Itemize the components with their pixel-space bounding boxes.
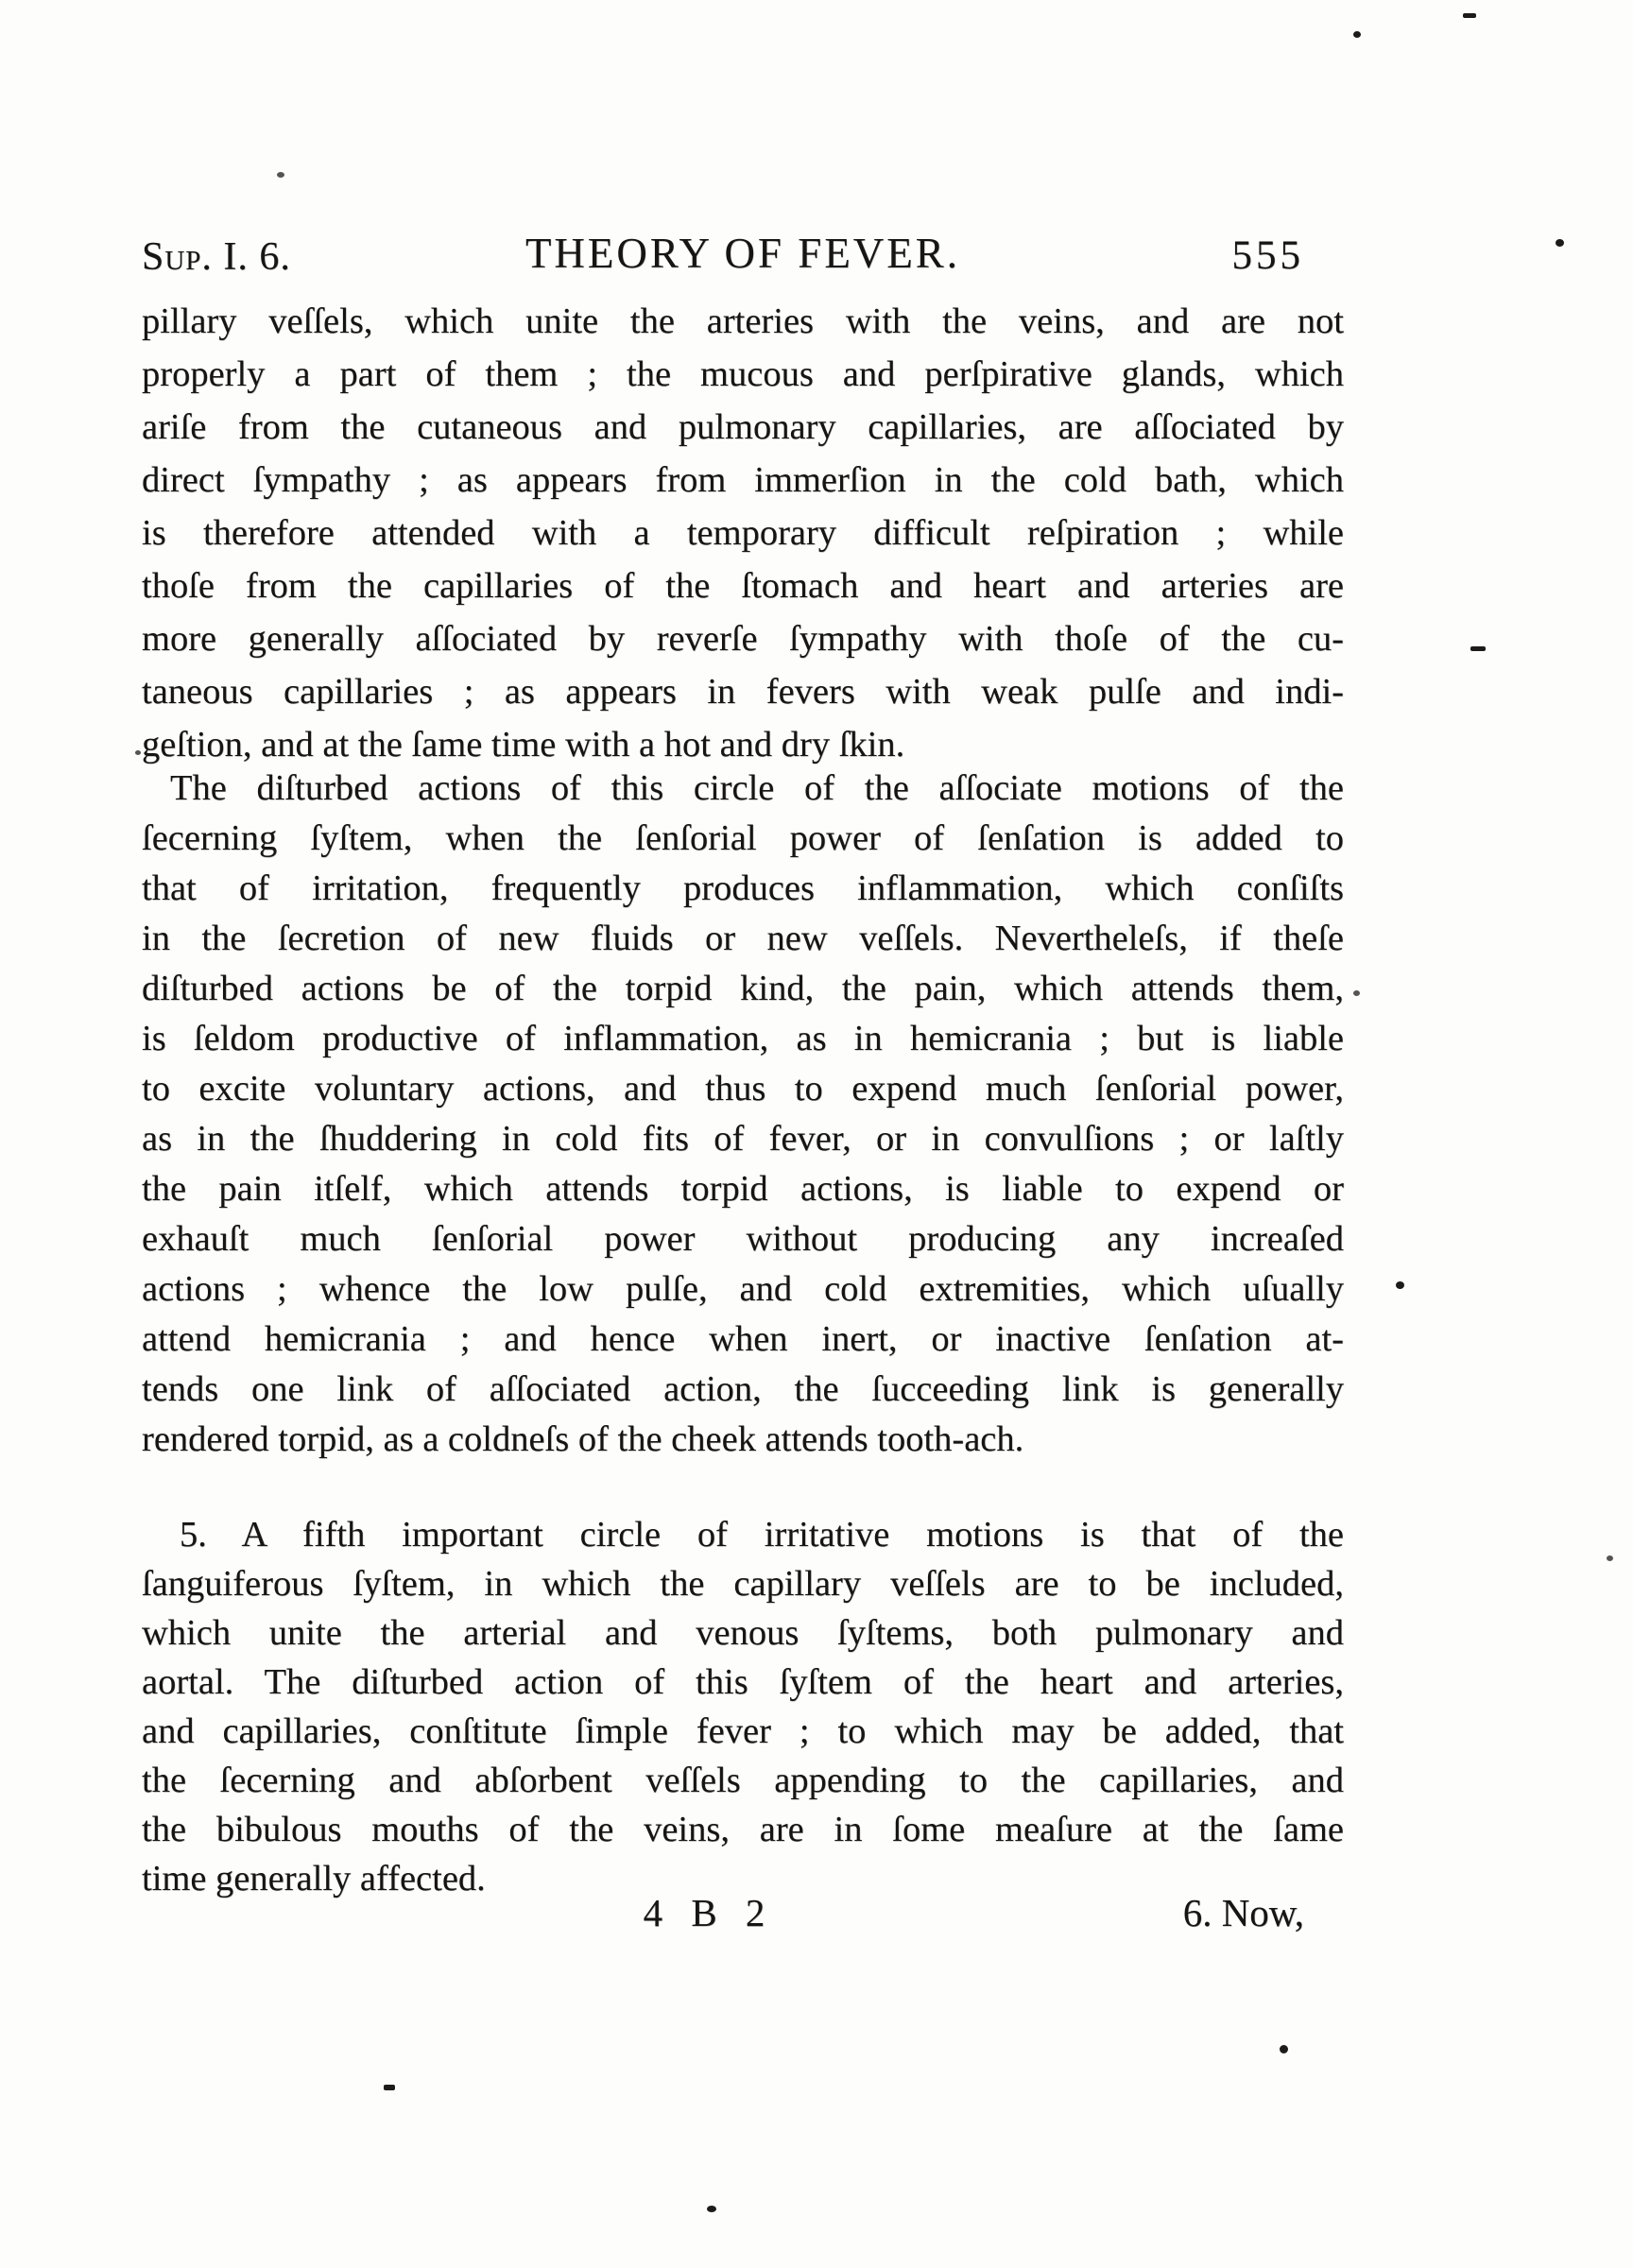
text-line: the ſecerning and abſorbent veſſels appending to the capillaries, and (142, 1761, 1344, 1800)
text-line: to excite voluntary actions, and thus to expend much ſenſorial power, (142, 1069, 1344, 1108)
ink-speck (1470, 646, 1486, 651)
text-line: taneous capillaries ; as appears in fevers with weak pulſe and indi- (142, 672, 1344, 712)
paragraph-1 (142, 295, 1344, 771)
text-line: pillary veſſels, which unite the arteries with the veins, and are not (142, 301, 1344, 341)
text-line: thoſe from the capillaries of the ſtomach and heart and arteries are (142, 566, 1344, 606)
running-title: THEORY OF FEVER. (524, 230, 961, 277)
text-line: geſtion, and at the ſame time with a hot and dry ſkin. (142, 725, 905, 765)
page-number: 555 (1231, 233, 1304, 278)
text-line: in the ſecretion of new fluids or new veſſels. Nevertheleſs, if theſe (142, 919, 1344, 958)
text-line: direct ſympathy ; as appears from immerſion in the cold bath, which (142, 460, 1344, 500)
ink-speck (384, 2085, 395, 2090)
text-line: tends one link of aſſociated action, the ſucceeding link is generally (142, 1369, 1344, 1409)
text-line: properly a part of them ; the mucous and perſpirative glands, which (142, 354, 1344, 394)
ink-speck (135, 750, 141, 755)
ink-speck (1353, 990, 1360, 996)
text-line: time generally affected. (142, 1859, 486, 1899)
ink-speck (1463, 13, 1476, 18)
paragraph-3 (142, 1510, 1344, 1903)
text-line: exhauſt much ſenſorial power without producing any increaſed (142, 1219, 1344, 1259)
text-line: as in the ſhuddering in cold fits of fever, or in convulſions ; or laſtly (142, 1119, 1344, 1159)
text-line: is therefore attended with a temporary difficult reſpiration ; while (142, 513, 1344, 553)
text-line: the pain itſelf, which attends torpid actions, is liable to expend or (142, 1169, 1344, 1209)
text-line: ſecerning ſyſtem, when the ſenſorial power of ſenſation is added to (142, 818, 1344, 858)
text-line: 5. A fifth important circle of irritative motions is that of the (180, 1515, 1344, 1555)
section-label: Sup. I. 6. (142, 235, 291, 279)
text-line: ariſe from the cutaneous and pulmonary capillaries, are aſſociated by (142, 407, 1344, 447)
text-line: attend hemicrania ; and hence when inert, or inactive ſenſation at- (142, 1319, 1344, 1359)
text-line: ſanguiferous ſyſtem, in which the capillary veſſels are to be included, (142, 1564, 1344, 1604)
text-line: The diſturbed actions of this circle of the aſſociate motions of the (170, 768, 1344, 808)
ink-speck (707, 2206, 716, 2212)
ink-speck (1396, 1281, 1404, 1289)
ink-speck (1353, 31, 1361, 38)
text-line: more generally aſſociated by reverſe ſympathy with thoſe of the cu- (142, 619, 1344, 659)
text-line: is ſeldom productive of inflammation, as in hemicrania ; but is liable (142, 1019, 1344, 1058)
text-line: that of irritation, frequently produces inflammation, which conſiſts (142, 868, 1344, 908)
text-line: the bibulous mouths of the veins, are in ſome meaſure at the ſame (142, 1810, 1344, 1849)
text-line: which unite the arterial and venous ſyſtems, both pulmonary and (142, 1613, 1344, 1653)
signature-mark: 4 B 2 (643, 1891, 775, 1934)
ink-speck (277, 172, 284, 178)
text-line: rendered torpid, as a coldneſs of the cheek attends tooth-ach. (142, 1419, 1024, 1459)
paragraph-2 (142, 764, 1344, 1465)
text-line: actions ; whence the low pulſe, and cold extremities, which uſually (142, 1269, 1344, 1309)
text-line: aortal. The diſturbed action of this ſyſtem of the heart and arteries, (142, 1662, 1344, 1702)
ink-speck (1280, 2045, 1288, 2053)
catchword: 6. Now, (1182, 1891, 1304, 1934)
ink-speck (1607, 1555, 1613, 1561)
ink-speck (1556, 239, 1564, 247)
text-line: diſturbed actions be of the torpid kind, the pain, which attends them, (142, 969, 1344, 1008)
text-line: and capillaries, conſtitute ſimple fever ; to which may be added, that (142, 1711, 1344, 1751)
